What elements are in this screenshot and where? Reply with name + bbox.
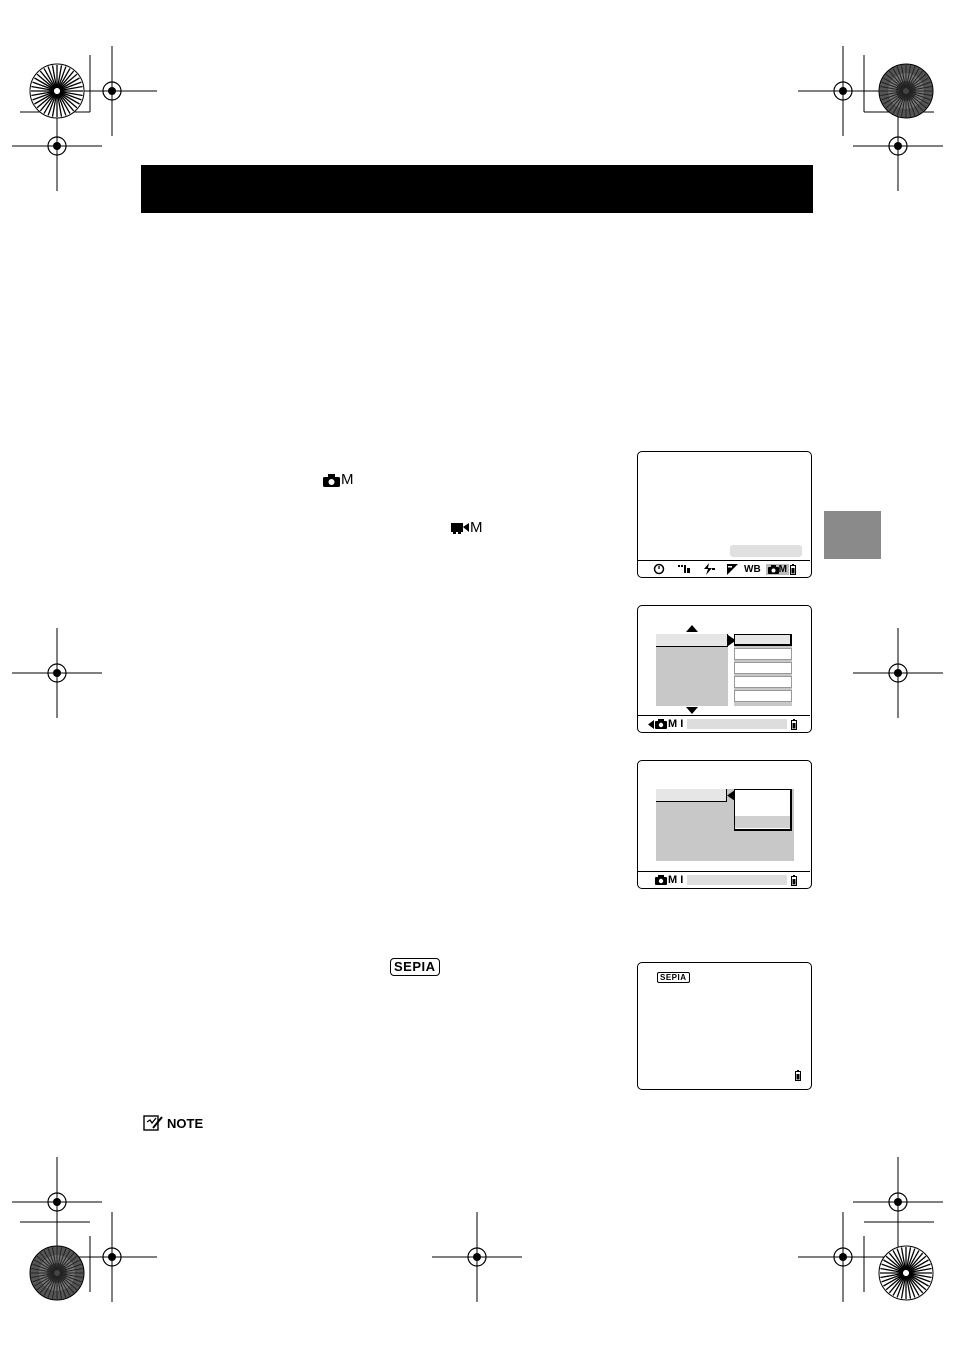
submenu-option bbox=[734, 690, 792, 702]
sepia-icon: SEPIA bbox=[390, 958, 440, 976]
sepia-icon: SEPIA bbox=[657, 972, 690, 983]
note-label: NOTE bbox=[167, 1115, 204, 1131]
menu-footer-bar bbox=[638, 871, 810, 888]
mode-label: M bbox=[778, 563, 788, 575]
lcd-screen-1 bbox=[637, 451, 812, 578]
battery-icon bbox=[795, 1070, 801, 1081]
inline-camera-manual bbox=[323, 472, 354, 488]
flash-icon bbox=[702, 563, 716, 575]
submenu-option bbox=[734, 676, 792, 688]
movie-manual-label: M bbox=[470, 519, 483, 536]
selected-menu-row bbox=[656, 634, 728, 647]
camera-manual-icon bbox=[768, 565, 779, 574]
sepia-indicator bbox=[657, 967, 690, 985]
chapter-side-tab bbox=[824, 511, 881, 559]
sunburst-mark bbox=[28, 1244, 86, 1302]
scroll-up-arrow bbox=[686, 625, 698, 632]
info-strip bbox=[730, 545, 802, 557]
exposure-comp-icon bbox=[727, 564, 738, 575]
battery-icon bbox=[791, 719, 797, 730]
submenu-option bbox=[734, 634, 792, 646]
self-timer-icon bbox=[653, 563, 665, 575]
submenu-option bbox=[735, 816, 790, 828]
submenu-popup bbox=[734, 789, 792, 831]
camera-manual-icon bbox=[655, 719, 667, 729]
camera-manual-icon bbox=[655, 875, 667, 885]
function-bar bbox=[638, 560, 810, 577]
quality-icon bbox=[678, 564, 690, 574]
submenu-option bbox=[734, 662, 792, 674]
chapter-title-bar bbox=[141, 165, 813, 213]
camera-manual-label: M bbox=[341, 471, 354, 488]
inline-sepia-badge bbox=[390, 958, 440, 976]
menu-panel bbox=[656, 634, 728, 706]
wb-label: WB bbox=[744, 563, 761, 575]
lcd-screen-2 bbox=[637, 605, 812, 733]
note-heading bbox=[143, 1114, 203, 1132]
inline-movie-manual bbox=[451, 520, 483, 536]
lcd-screen-4 bbox=[637, 962, 812, 1090]
menu-footer-label: M I bbox=[668, 718, 684, 730]
menu-footer-bar bbox=[638, 715, 810, 732]
movie-manual-icon bbox=[451, 522, 469, 534]
scroll-down-arrow bbox=[686, 707, 698, 714]
submenu-panel bbox=[734, 634, 792, 706]
left-arrow-icon bbox=[648, 720, 654, 729]
submenu-option bbox=[734, 648, 792, 660]
sunburst-mark bbox=[877, 62, 935, 120]
menu-footer-strip bbox=[687, 875, 787, 885]
camera-manual-icon bbox=[323, 474, 340, 487]
menu-footer-strip bbox=[687, 719, 787, 729]
sunburst-mark bbox=[877, 1244, 935, 1302]
note-icon bbox=[143, 1114, 163, 1132]
lcd-screen-3 bbox=[637, 760, 812, 889]
menu-footer-label: M I bbox=[668, 874, 684, 886]
battery-icon bbox=[790, 564, 796, 575]
mode-indicator bbox=[766, 564, 789, 575]
sunburst-mark bbox=[28, 62, 86, 120]
submenu-option bbox=[735, 790, 790, 816]
battery-icon bbox=[791, 875, 797, 886]
selected-menu-row bbox=[656, 789, 727, 802]
